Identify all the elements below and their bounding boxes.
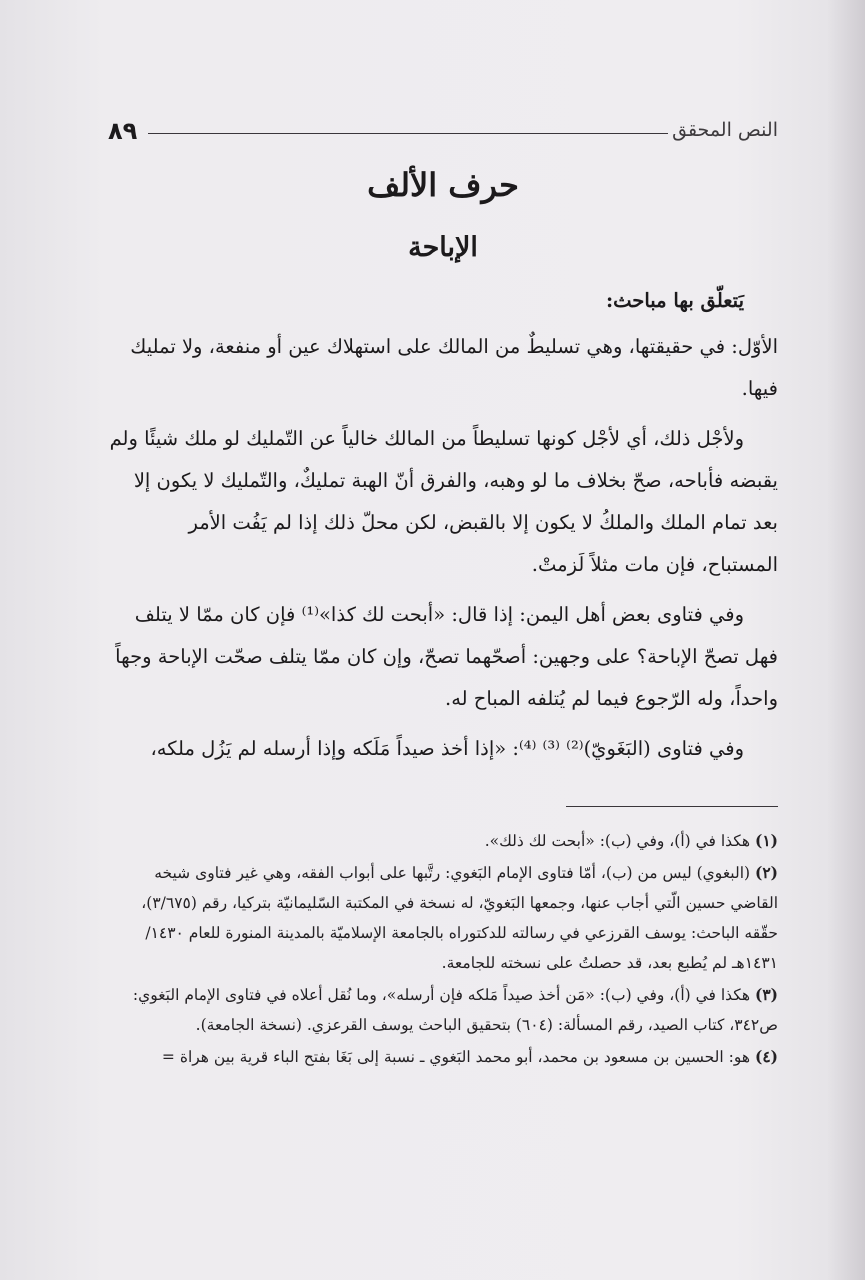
footnote-number: (٢) [754, 863, 778, 882]
entry-title: الإباحة [408, 232, 478, 263]
footnote-text: هكذا في (أ)، وفي (ب): «مَن أخذ صيداً مَلكه فإن أرسله»، وما نُقل أعلاه في فتاوى الإمام البَغوي: ص٣٤٢، كتاب الصيد، رقم المسألة: (٦٠٤) بتحقيق الباحث يوسف القرعزي. (نسخة الجامعة). [132, 986, 778, 1034]
footnote-text: هو: الحسين بن مسعود بن محمد، أبو محمد البَغوي ـ نسبة إلى بَغَا بفتح الباء قرية بين هراة = [161, 1048, 751, 1066]
footnote-text: هكذا في (أ)، وفي (ب): «أبحت لك ذلك». [484, 832, 751, 850]
paragraph: ولأجْل ذلك، أي لأجْل كونها تسليطاً من المالك خالياً عن التّمليك لو ملك شيئًا ولم يقبضه فأباحه، صحّ بخلاف ما لو وهبه، والفرق أنّ الهبة تمليكٌ، والتّمليك لا يكون إلا بعد تمام الملك والملكُ لا يكون إلا بالقبض، لكن محلّ ذلك إذا لم يَفُت الأمر المستباح، فإن مات مثلاً لَزمتْ. [109, 427, 778, 576]
running-header [108, 117, 778, 147]
footnote-number: (٣) [754, 985, 778, 1004]
page-spine-shadow [827, 0, 865, 1280]
paragraph: وفي فتاوى (البَغَويّ)⁽²⁾ ⁽³⁾ ⁽⁴⁾: «إذا أخذ صيداً مَلَكه وإذا أرسله لم يَزُل ملكه، [150, 737, 744, 760]
footnote-number: (١) [754, 831, 778, 850]
footnote [108, 826, 778, 856]
header-rule [148, 133, 668, 134]
paragraph: وفي فتاوى بعض أهل اليمن: إذا قال: «أبحت لك كذا»⁽¹⁾ فإن كان ممّا لا يتلف فهل تصحّ الإباحة؟ على وجهين: أصحّهما تصحّ، وإن كان ممّا يتلف صحّت الإباحة وجهاً واحداً، وله الرّجوع فيما لم يُتلفه المباح له. [115, 603, 778, 710]
footnote-text: (البغوي) ليس من (ب)، أمّا فتاوى الإمام البَغوي: رتَّبها على أبواب الفقه، وهي غير فتاوى شيخه القاضي حسين الّتي أجاب عنها، وجمعها البَغويّ، له نسخة في المكتبة السّليمانيّة بتركيا، رقم (٣/٦٧٥)، حقّقه الباحث: يوسف القرزعي في رسالته للدكتوراه بالجامعة الإسلاميّة بالمدينة المنورة للعام ١٤٣٠/ ١٤٣١هـ لم يُطبع بعد، قد حصلتُ على نسخته للجامعة. [141, 864, 778, 972]
footnotes [108, 826, 778, 1074]
chapter-title: حرف الألف [367, 166, 519, 204]
footnote [108, 980, 778, 1040]
section-title: النص المحقق [672, 119, 778, 141]
main-text [108, 280, 778, 778]
footnote-number: (٤) [754, 1047, 778, 1066]
paragraph: الأوّل: في حقيقتها، وهي تسليطٌ من المالك على استهلاك عين أو منفعة، ولا تمليك فيها. [130, 335, 778, 400]
footnote [108, 858, 778, 978]
footnote-separator [566, 806, 778, 807]
intro-line: يَتعلّق بها مباحث: [605, 289, 744, 312]
page-number: ٨٩ [108, 117, 138, 145]
footnote [108, 1042, 778, 1072]
